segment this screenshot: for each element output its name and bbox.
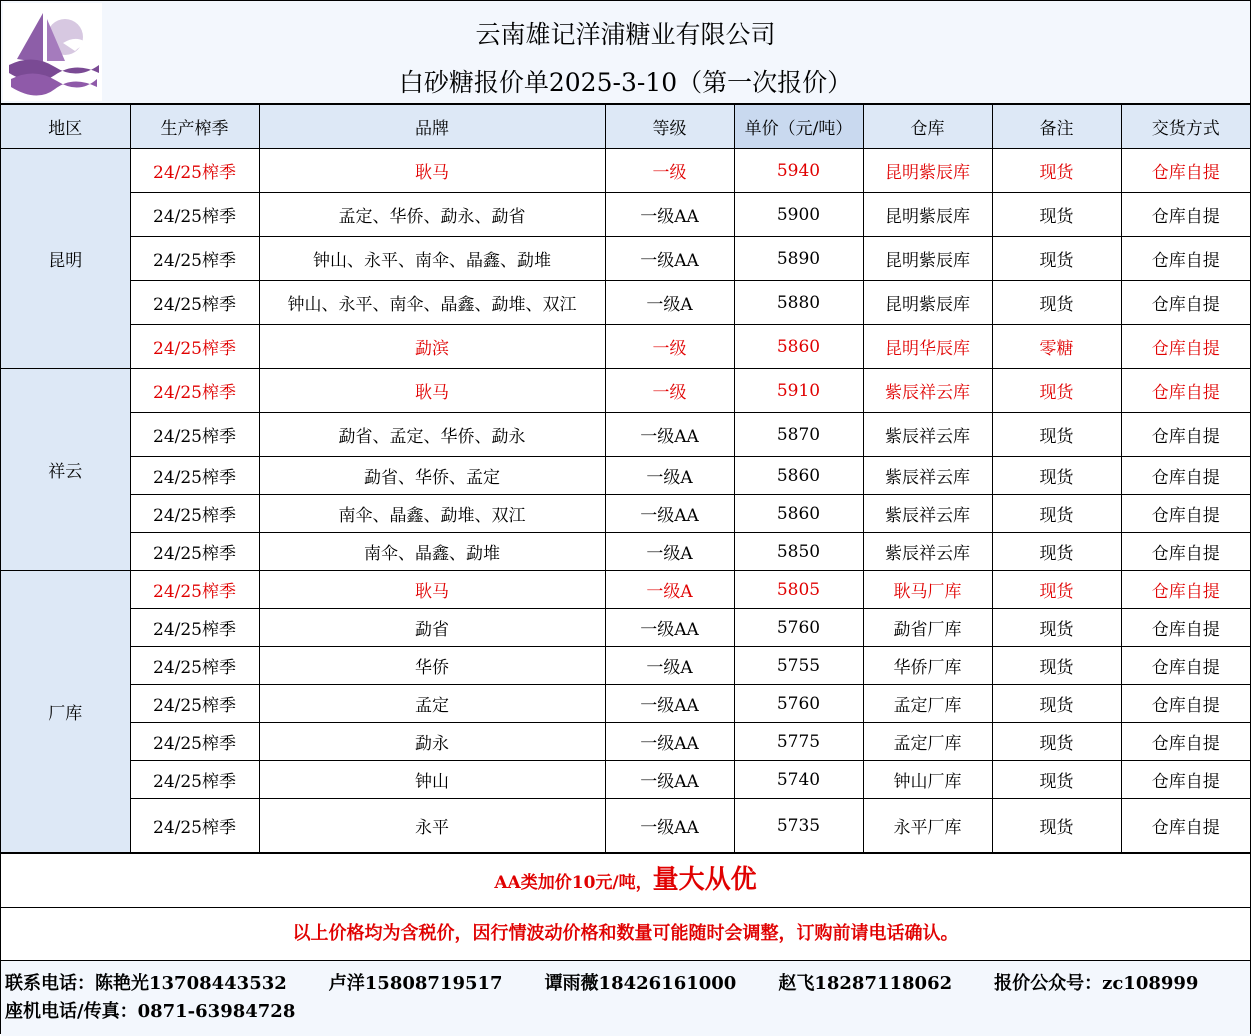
brand-cell: 南伞、晶鑫、勐堆、双江 [259, 495, 605, 533]
grade-cell: 一级A [605, 647, 734, 685]
note-cell: 现货 [992, 647, 1121, 685]
note-cell: 零糖 [992, 325, 1121, 369]
warehouse-cell: 紫辰祥云库 [863, 369, 992, 413]
price-cell: 5775 [734, 723, 863, 761]
price-cell: 5850 [734, 533, 863, 571]
delivery-cell: 仓库自提 [1121, 457, 1250, 495]
official-account: 报价公众号：zc108999 [994, 973, 1199, 994]
season-cell: 24/25榨季 [130, 799, 259, 853]
grade-cell: 一级AA [605, 609, 734, 647]
brand-cell: 钟山、永平、南伞、晶鑫、勐堆、双江 [259, 281, 605, 325]
table-row [1, 723, 1250, 761]
table-row [1, 609, 1250, 647]
grade-cell: 一级AA [605, 685, 734, 723]
delivery-cell: 仓库自提 [1121, 369, 1250, 413]
delivery-cell: 仓库自提 [1121, 413, 1250, 457]
warehouse-cell: 勐省厂库 [863, 609, 992, 647]
brand-cell: 勐省、孟定、华侨、勐永 [259, 413, 605, 457]
delivery-cell: 仓库自提 [1121, 533, 1250, 571]
price-cell: 5760 [734, 609, 863, 647]
delivery-cell: 仓库自提 [1121, 685, 1250, 723]
brand-cell: 钟山、永平、南伞、晶鑫、勐堆 [259, 237, 605, 281]
table-row [1, 237, 1250, 281]
contact-line [5, 969, 1240, 995]
table-row [1, 685, 1250, 723]
table-row [1, 533, 1250, 571]
contact-person-3: 谭雨薇18426161000 [544, 973, 737, 994]
note-cell: 现货 [992, 685, 1121, 723]
brand-cell: 耿马 [259, 571, 605, 609]
table-row [1, 457, 1250, 495]
grade-cell: 一级 [605, 325, 734, 369]
phone-label: 联系电话： [5, 973, 95, 994]
delivery-cell: 仓库自提 [1121, 237, 1250, 281]
brand-cell: 南伞、晶鑫、勐堆 [259, 533, 605, 571]
season-cell: 24/25榨季 [130, 609, 259, 647]
brand-cell: 耿马 [259, 369, 605, 413]
warehouse-cell: 钟山厂库 [863, 761, 992, 799]
warehouse-cell: 昆明紫辰库 [863, 149, 992, 193]
tax-note: 以上价格均为含税价，因行情波动价格和数量可能随时会调整，订购前请电话确认。 [1, 908, 1250, 961]
delivery-cell: 仓库自提 [1121, 193, 1250, 237]
brand-cell: 耿马 [259, 149, 605, 193]
price-cell: 5735 [734, 799, 863, 853]
grade-cell: 一级A [605, 457, 734, 495]
col-header-warehouse: 仓库 [863, 105, 992, 149]
delivery-cell: 仓库自提 [1121, 571, 1250, 609]
brand-cell: 勐省 [259, 609, 605, 647]
table-row [1, 647, 1250, 685]
warehouse-cell: 孟定厂库 [863, 723, 992, 761]
price-cell: 5870 [734, 413, 863, 457]
note-cell: 现货 [992, 799, 1121, 853]
note-cell: 现货 [992, 609, 1121, 647]
landline-fax: 座机电话/传真：0871-63984728 [5, 1001, 296, 1022]
grade-cell: 一级AA [605, 193, 734, 237]
delivery-cell: 仓库自提 [1121, 281, 1250, 325]
warehouse-cell: 紫辰祥云库 [863, 413, 992, 457]
col-header-season: 生产榨季 [130, 105, 259, 149]
region-cell: 昆明 [1, 149, 130, 369]
markup-note-text: AA类加价10元/吨， [494, 873, 653, 893]
note-cell: 现货 [992, 237, 1121, 281]
note-cell: 现货 [992, 413, 1121, 457]
region-cell: 祥云 [1, 369, 130, 571]
warehouse-cell: 紫辰祥云库 [863, 457, 992, 495]
contact-person-2: 卢洋15808719517 [328, 973, 503, 994]
price-cell: 5760 [734, 685, 863, 723]
company-name: 云南雄记洋浦糖业有限公司 [475, 20, 776, 49]
table-row [1, 413, 1250, 457]
brand-cell: 华侨 [259, 647, 605, 685]
brand-cell: 勐省、华侨、孟定 [259, 457, 605, 495]
col-header-note: 备注 [992, 105, 1121, 149]
column-header-row [1, 105, 1250, 149]
delivery-cell: 仓库自提 [1121, 799, 1250, 853]
brand-cell: 孟定、华侨、勐永、勐省 [259, 193, 605, 237]
col-header-brand: 品牌 [259, 105, 605, 149]
grade-cell: 一级AA [605, 723, 734, 761]
delivery-cell: 仓库自提 [1121, 723, 1250, 761]
price-cell: 5940 [734, 149, 863, 193]
grade-cell: 一级A [605, 571, 734, 609]
price-cell: 5860 [734, 325, 863, 369]
season-cell: 24/25榨季 [130, 647, 259, 685]
contact-person-4: 赵飞18287118062 [778, 973, 953, 994]
warehouse-cell: 昆明华辰库 [863, 325, 992, 369]
grade-cell: 一级A [605, 533, 734, 571]
note-cell: 现货 [992, 761, 1121, 799]
brand-cell: 钟山 [259, 761, 605, 799]
note-cell: 现货 [992, 495, 1121, 533]
season-cell: 24/25榨季 [130, 457, 259, 495]
brand-cell: 孟定 [259, 685, 605, 723]
delivery-cell: 仓库自提 [1121, 495, 1250, 533]
warehouse-cell: 昆明紫辰库 [863, 237, 992, 281]
warehouse-cell: 永平厂库 [863, 799, 992, 853]
grade-cell: 一级 [605, 149, 734, 193]
note-cell: 现货 [992, 571, 1121, 609]
contact-person-1: 陈艳光13708443532 [95, 973, 287, 994]
contact-panel [1, 961, 1250, 1036]
col-header-price: 单价（元/吨） [734, 105, 863, 149]
note-cell: 现货 [992, 193, 1121, 237]
table-row [1, 761, 1250, 799]
note-cell: 现货 [992, 281, 1121, 325]
delivery-cell: 仓库自提 [1121, 647, 1250, 685]
season-cell: 24/25榨季 [130, 413, 259, 457]
grade-cell: 一级AA [605, 495, 734, 533]
brand-cell: 勐永 [259, 723, 605, 761]
delivery-cell: 仓库自提 [1121, 761, 1250, 799]
season-cell: 24/25榨季 [130, 571, 259, 609]
contact-label-and-first [5, 973, 287, 994]
table-row [1, 495, 1250, 533]
sheet-subtitle: 白砂糖报价单2025-3-10（第一次报价） [398, 68, 853, 97]
table-row [1, 571, 1250, 609]
table-row [1, 281, 1250, 325]
brand-cell: 永平 [259, 799, 605, 853]
table-row [1, 193, 1250, 237]
season-cell: 24/25榨季 [130, 685, 259, 723]
season-cell: 24/25榨季 [130, 723, 259, 761]
season-cell: 24/25榨季 [130, 533, 259, 571]
warehouse-cell: 昆明紫辰库 [863, 281, 992, 325]
grade-cell: 一级AA [605, 799, 734, 853]
grade-cell: 一级AA [605, 761, 734, 799]
price-cell: 5860 [734, 495, 863, 533]
price-cell: 5910 [734, 369, 863, 413]
price-cell: 5900 [734, 193, 863, 237]
col-header-delivery: 交货方式 [1121, 105, 1250, 149]
price-cell: 5860 [734, 457, 863, 495]
col-header-region: 地区 [1, 105, 130, 149]
delivery-cell: 仓库自提 [1121, 609, 1250, 647]
warehouse-cell: 华侨厂库 [863, 647, 992, 685]
season-cell: 24/25榨季 [130, 325, 259, 369]
price-cell: 5805 [734, 571, 863, 609]
note-cell: 现货 [992, 533, 1121, 571]
grade-cell: 一级A [605, 281, 734, 325]
grade-cell: 一级AA [605, 237, 734, 281]
region-cell: 厂库 [1, 571, 130, 853]
season-cell: 24/25榨季 [130, 761, 259, 799]
warehouse-cell: 紫辰祥云库 [863, 495, 992, 533]
price-cell: 5740 [734, 761, 863, 799]
season-cell: 24/25榨季 [130, 281, 259, 325]
delivery-cell: 仓库自提 [1121, 149, 1250, 193]
price-cell: 5880 [734, 281, 863, 325]
season-cell: 24/25榨季 [130, 237, 259, 281]
table-row [1, 325, 1250, 369]
season-cell: 24/25榨季 [130, 149, 259, 193]
note-cell: 现货 [992, 457, 1121, 495]
table-row [1, 149, 1250, 193]
grade-cell: 一级 [605, 369, 734, 413]
warehouse-cell: 昆明紫辰库 [863, 193, 992, 237]
season-cell: 24/25榨季 [130, 193, 259, 237]
sheet-header [1, 1, 1250, 104]
bulk-discount-text: 量大从优 [652, 865, 757, 895]
note-cell: 现货 [992, 369, 1121, 413]
price-table [1, 104, 1250, 853]
col-header-grade: 等级 [605, 105, 734, 149]
price-cell: 5890 [734, 237, 863, 281]
warehouse-cell: 紫辰祥云库 [863, 533, 992, 571]
brand-cell: 勐滨 [259, 325, 605, 369]
markup-note [1, 853, 1250, 908]
grade-cell: 一级AA [605, 413, 734, 457]
table-row [1, 799, 1250, 853]
warehouse-cell: 耿马厂库 [863, 571, 992, 609]
season-cell: 24/25榨季 [130, 369, 259, 413]
note-cell: 现货 [992, 149, 1121, 193]
note-cell: 现货 [992, 723, 1121, 761]
season-cell: 24/25榨季 [130, 495, 259, 533]
warehouse-cell: 孟定厂库 [863, 685, 992, 723]
price-cell: 5755 [734, 647, 863, 685]
table-row [1, 369, 1250, 413]
delivery-cell: 仓库自提 [1121, 325, 1250, 369]
